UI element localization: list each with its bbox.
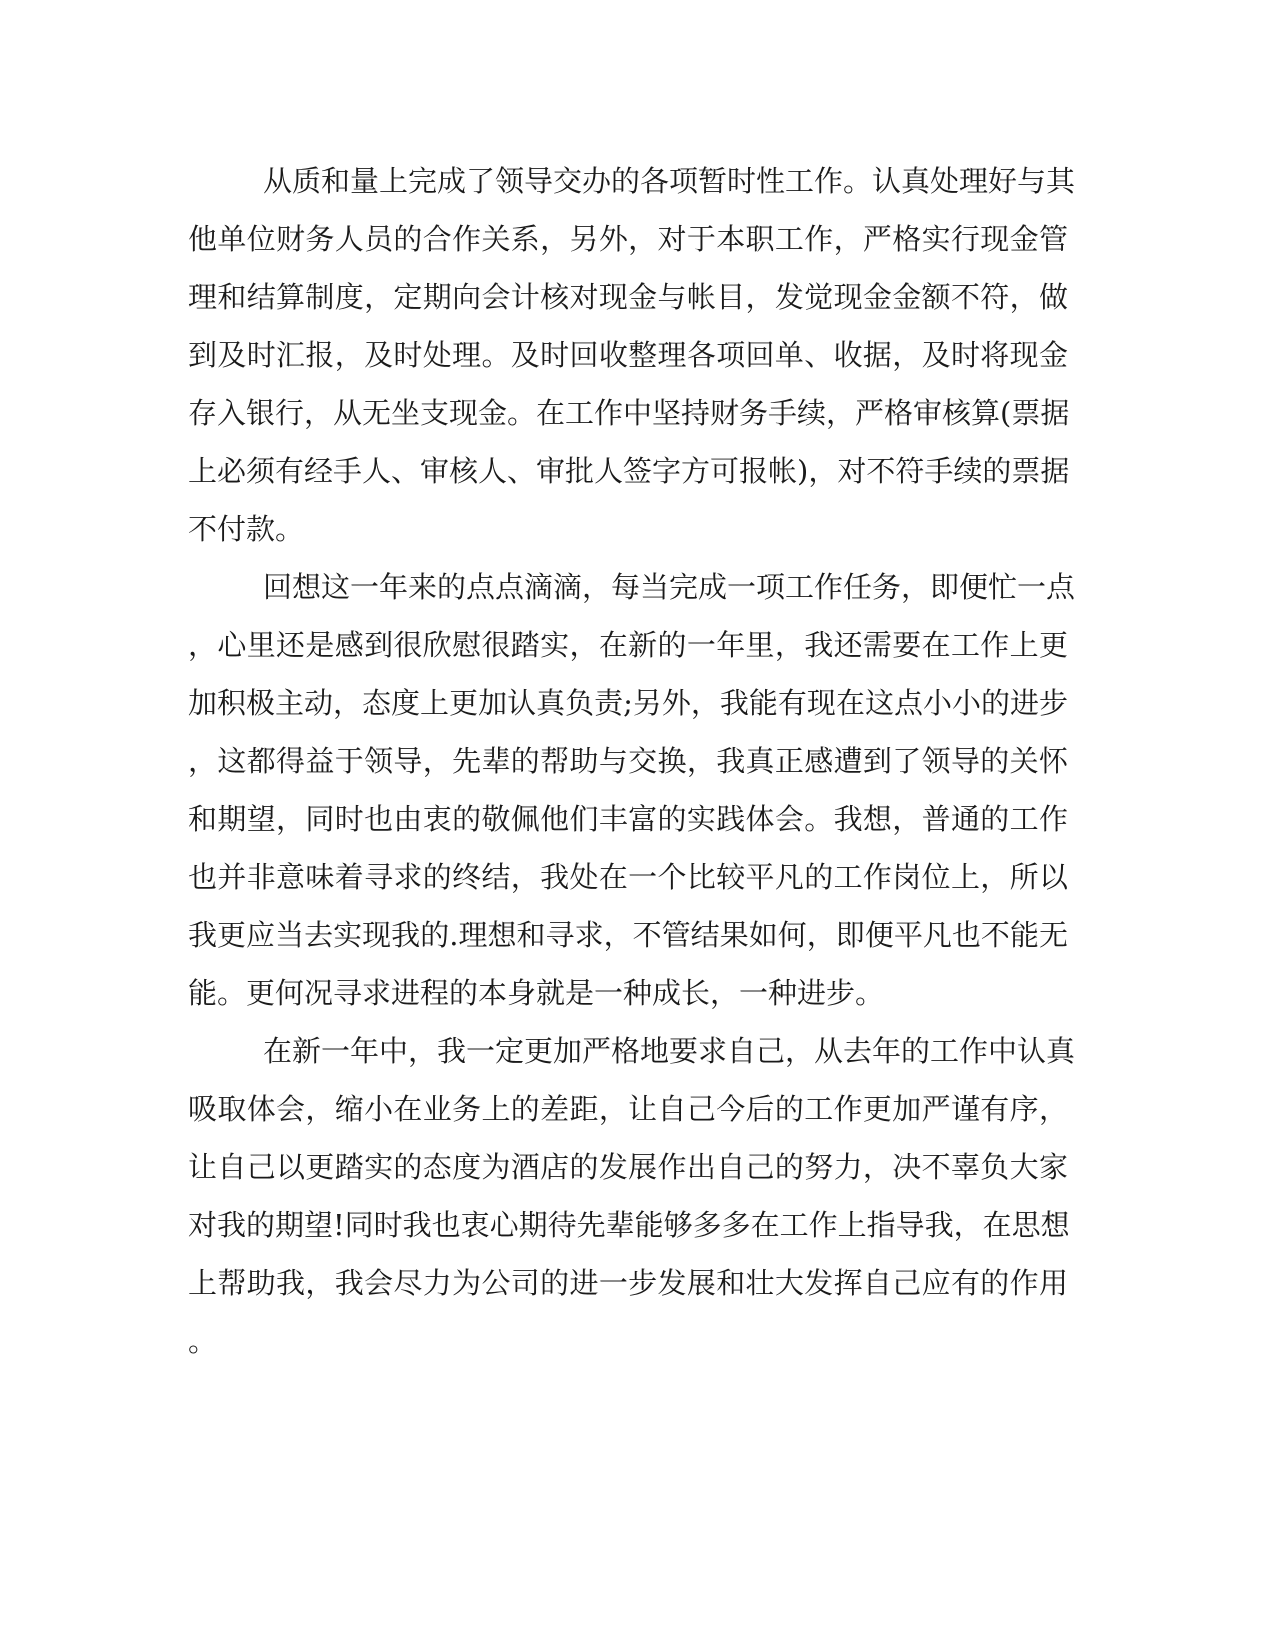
paragraph-2-line-2: ，心里还是感到很欣慰很踏实，在新的一年里，我还需要在工作上更 — [188, 628, 1068, 662]
paragraph-2-line-3: 加积极主动，态度上更加认真负责;另外，我能有现在这点小小的进步 — [188, 686, 1068, 720]
paragraph-1-line-4: 到及时汇报，及时处理。及时回收整理各项回单、收据，及时将现金 — [188, 338, 1068, 372]
paragraph-3-line-3: 让自己以更踏实的态度为酒店的发展作出自己的努力，决不辜负大家 — [188, 1150, 1068, 1184]
paragraph-2-line-4: ，这都得益于领导，先辈的帮助与交换，我真正感遭到了领导的关怀 — [188, 744, 1068, 778]
paragraph-2-line-8: 能。更何况寻求进程的本身就是一种成长，一种进步。 — [188, 976, 885, 1010]
paragraph-3-line-6: 。 — [188, 1324, 218, 1358]
paragraph-3-line-2: 吸取体会，缩小在业务上的差距，让自己今后的工作更加严谨有序， — [188, 1092, 1068, 1126]
paragraph-2-line-6: 也并非意味着寻求的终结，我处在一个比较平凡的工作岗位上，所以 — [188, 860, 1068, 894]
paragraph-1-line-7: 不付款。 — [188, 512, 305, 546]
paragraph-1-line-6: 上必须有经手人、审核人、审批人签字方可报帐)，对不符手续的票据 — [188, 454, 1070, 488]
paragraph-2-line-7: 我更应当去实现我的.理想和寻求，不管结果如何，即便平凡也不能无 — [188, 918, 1068, 952]
paragraph-2-line-1: 回想这一年来的点点滴滴，每当完成一项工作任务，即便忙一点 — [263, 570, 1076, 604]
paragraph-3-line-5: 上帮助我，我会尽力为公司的进一步发展和壮大发挥自己应有的作用 — [188, 1266, 1068, 1300]
paragraph-3-line-4: 对我的期望!同时我也衷心期待先辈能够多多在工作上指导我，在思想 — [188, 1208, 1070, 1242]
paragraph-1-line-2: 他单位财务人员的合作关系，另外，对于本职工作，严格实行现金管 — [188, 222, 1068, 256]
paragraph-1-line-3: 理和结算制度，定期向会计核对现金与帐目，发觉现金金额不符，做 — [188, 280, 1068, 314]
paragraph-2-line-5: 和期望，同时也由衷的敬佩他们丰富的实践体会。我想，普通的工作 — [188, 802, 1068, 836]
paragraph-1-line-5: 存入银行，从无坐支现金。在工作中坚持财务手续，严格审核算(票据 — [188, 396, 1070, 430]
paragraph-3-line-1: 在新一年中，我一定更加严格地要求自己，从去年的工作中认真 — [263, 1034, 1076, 1068]
paragraph-1-line-1: 从质和量上完成了领导交办的各项暂时性工作。认真处理好与其 — [263, 164, 1076, 198]
